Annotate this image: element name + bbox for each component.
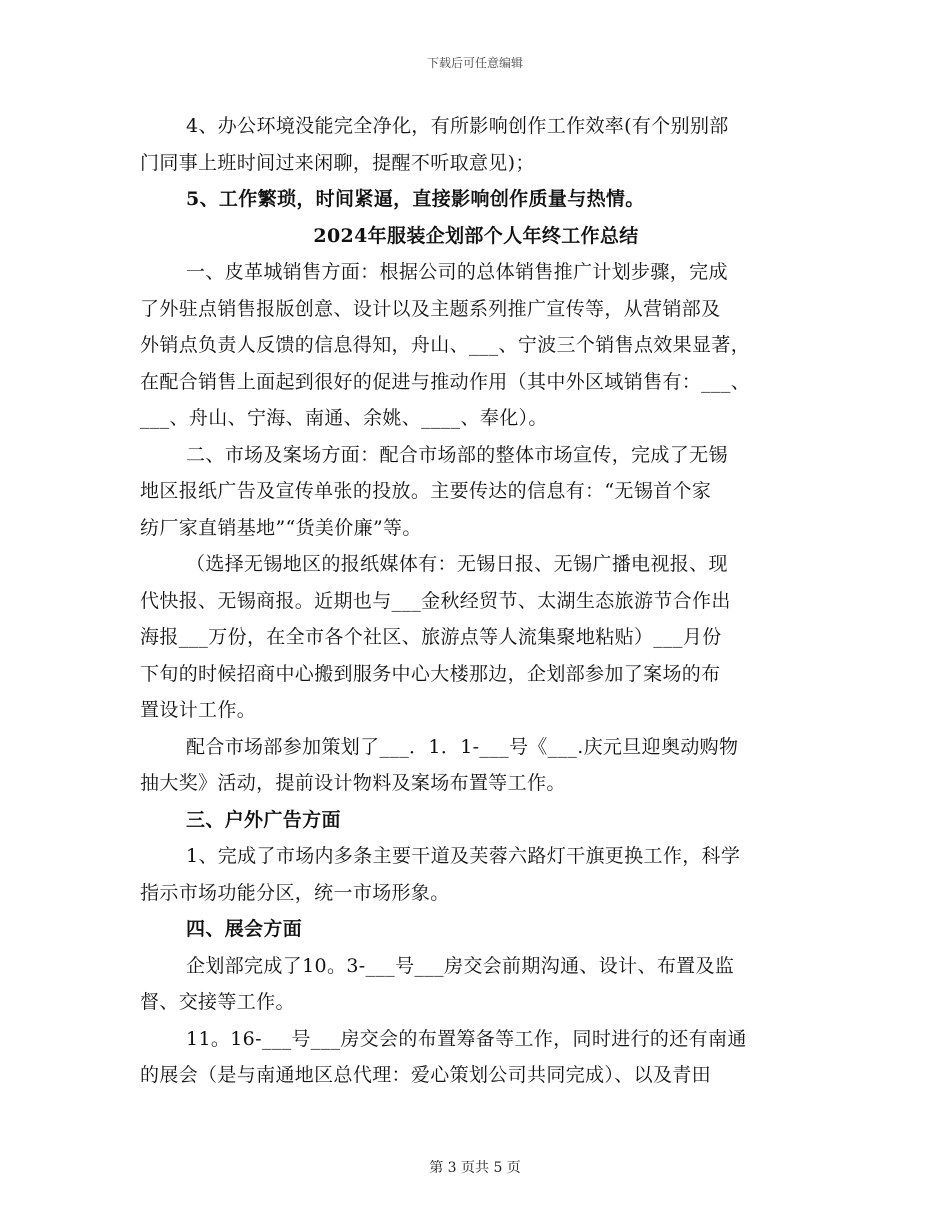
paragraph-line: 纺厂家直销基地”“货美价廉”等。: [140, 516, 422, 539]
document-title: 2024年服装企划部个人年终工作总结: [313, 224, 639, 247]
paragraph-line: 地区报纸广告及宣传单张的投放。主要传达的信息有：“无锡首个家: [140, 480, 712, 502]
paragraph-line: 督、交接等工作。: [140, 991, 295, 1013]
paragraph-line: 的展会（是与南通地区总代理：爱心策划公司共同完成）、以及青田: [140, 1064, 712, 1086]
paragraph-line: （选择无锡地区的报纸媒体有：无锡日报、无锡广播电视报、现: [186, 553, 728, 575]
paragraph-line: 下旬的时候招商中心搬到服务中心大楼那边，企划部参加了案场的布: [140, 662, 721, 685]
paragraph-line: 二、市场及案场方面：配合市场部的整体市场宣传，完成了无锡: [186, 443, 728, 466]
paragraph-line: ___、舟山、宁海、南通、余姚、____、奉化）。: [140, 407, 548, 429]
paragraph-line: 置设计工作。: [140, 699, 257, 721]
page-footer: 第 3 页共 5 页: [429, 1160, 521, 1176]
paragraph-line: 代快报、无锡商报。近期也与___金秋经贸节、太湖生态旅游节合作出: [140, 589, 731, 612]
section-heading-line: 5、工作繁琐，时间紧逼，直接影响创作质量与热情。: [186, 188, 645, 210]
paragraph-line: 企划部完成了10。3-___号___房交会前期沟通、设计、布置及监: [186, 954, 735, 977]
paragraph-line: 1、完成了市场内多条主要干道及芙蓉六路灯干旗更换工作，科学: [186, 845, 741, 867]
paragraph-line: 抽大奖》活动，提前设计物料及案场布置等工作。: [140, 772, 566, 794]
section-heading-line: 四、展会方面: [186, 918, 303, 940]
page-header: 下载后可任意编辑: [426, 56, 523, 70]
paragraph-line: 门同事上班时间过来闲聊，提醒不听取意见)；: [140, 151, 535, 174]
paragraph-line: 在配合销售上面起到很好的促进与推动作用（其中外区域销售有：___、: [140, 370, 751, 393]
paragraph-line: 4、办公环境没能完全净化，有所影响创作工作效率(有个别别部: [186, 115, 729, 137]
section-heading-line: 三、户外广告方面: [186, 808, 341, 831]
paragraph-line: 一、皮革城销售方面：根据公司的总体销售推广计划步骤，完成: [186, 261, 728, 283]
paragraph-line: 了外驻点销售报版创意、设计以及主题系列推广宣传等，从营销部及: [140, 297, 721, 320]
paragraph-line: 11。16-___号___房交会的布置筹备等工作，同时进行的还有南通: [186, 1027, 747, 1050]
document-body: [140, 108, 812, 1094]
paragraph-line: 外销点负责人反馈的信息得知，舟山、___、宁波三个销售点效果显著，: [140, 334, 751, 356]
paragraph-line: 指示市场功能分区，统一市场形象。: [140, 881, 450, 904]
paragraph-line: 海报___万份，在全市各个社区、旅游点等人流集聚地粘贴）___月份: [140, 626, 722, 648]
paragraph-line: 配合市场部参加策划了___．1．1-___号《___.庆元旦迎奥动购物: [186, 735, 739, 758]
